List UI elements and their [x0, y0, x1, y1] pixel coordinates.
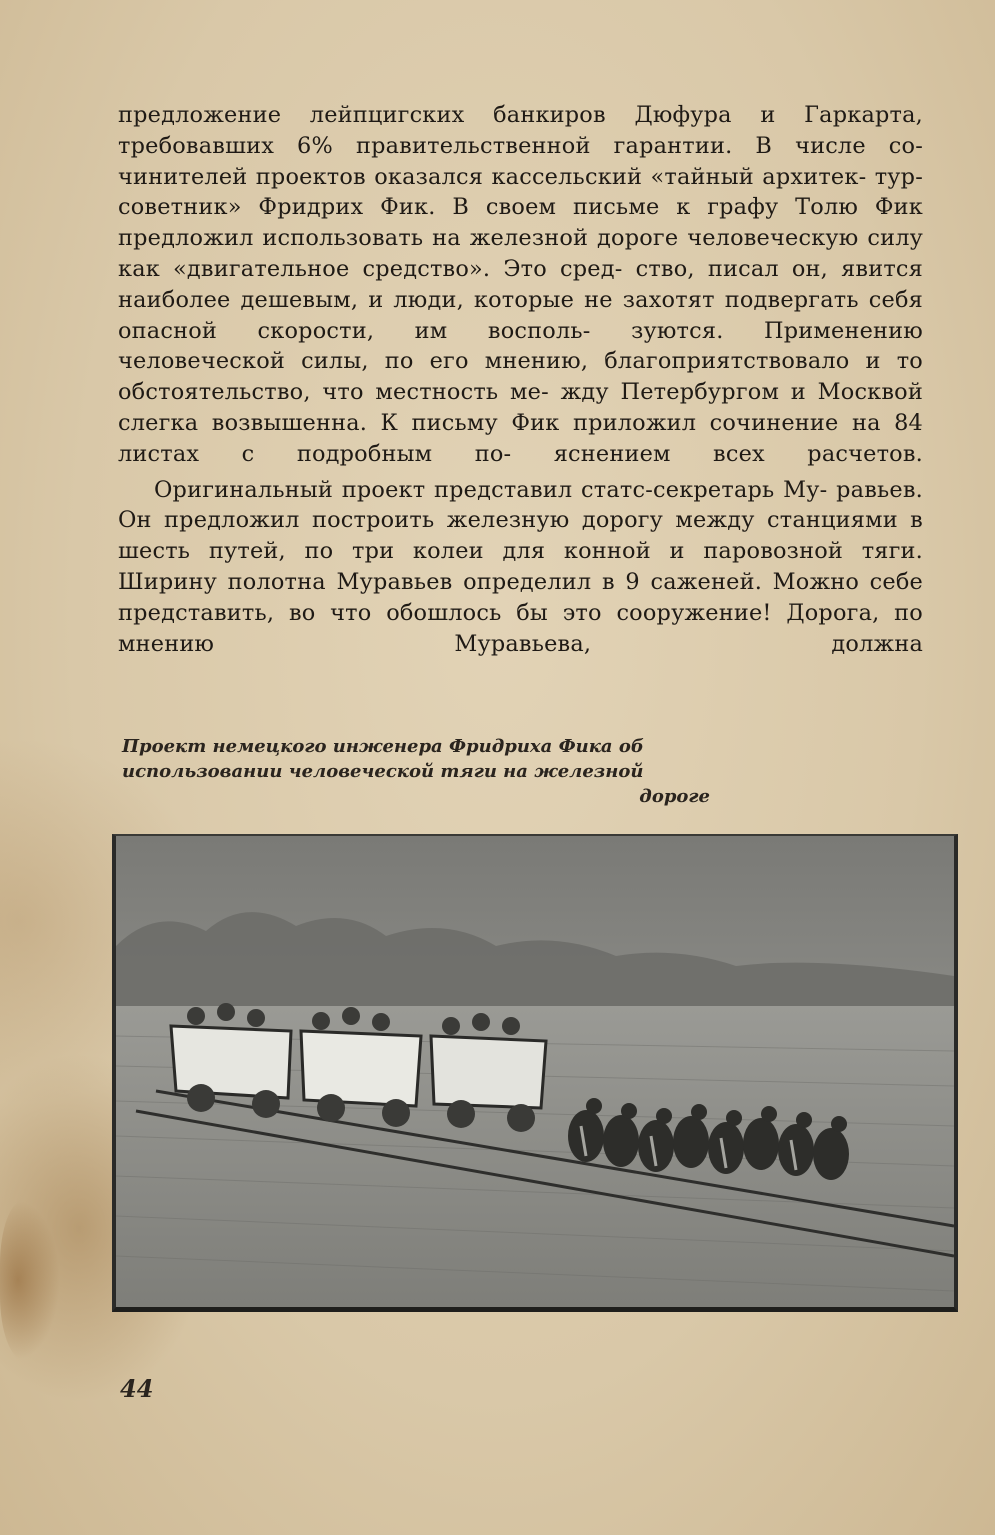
text-line: требовавших 6% правительственной гарантии. В числе со- [118, 132, 923, 159]
paper-stain [0, 1200, 60, 1360]
text-line: ство, писал он, явится наиболее дешевым, и люди, которые [118, 255, 923, 313]
text-line: не захотят подвергать себя опасной скорости, им восполь- [118, 286, 923, 344]
text-line: человеческую силу как «двигательное средство». Это сред- [118, 225, 923, 282]
text-line: в 9 саженей. Можно себе представить, во что обошлось бы [118, 568, 923, 626]
text-line: зуются. Применению человеческой силы, по его мнению, [118, 317, 923, 375]
page-number: 44 [120, 1374, 154, 1403]
caption-line: Проект немецкого инженера Фридриха Фика об [122, 736, 644, 757]
text-line: Оригинальный проект представил статс-секретарь Му- [154, 476, 828, 503]
caption-line: дороге [639, 786, 710, 807]
text-line: яснением всех расчетов. [553, 440, 923, 467]
text-line: Фик приложил сочинение на 84 листах с подробным по- [118, 409, 923, 467]
body-text [118, 100, 923, 659]
figure-caption [122, 734, 710, 809]
caption-line: использовании человеческой тяги на железной [122, 761, 644, 782]
text-line: это сооружение! Дорога, по мнению Муравьева, должна [118, 599, 923, 657]
paragraph-1 [118, 100, 923, 470]
illustration-svg [116, 836, 954, 1307]
figure-illustration [112, 834, 958, 1312]
text-line: благоприятствовало и то обстоятельство, что местность ме- [118, 348, 923, 406]
paragraph-2 [118, 475, 923, 660]
text-line: жду Петербургом и Москвой слегка возвышенна. К письму [118, 379, 923, 436]
text-line: тур-советник» Фридрих Фик. В своем письме к графу [118, 163, 923, 221]
text-line: равьев. Он предложил построить железную дорогу между [118, 476, 923, 534]
text-line: предложение лейпцигских банкиров Дюфура и Гаркарта, [118, 102, 923, 128]
text-line: чинителей проектов оказался кассельский «тайный архитек- [118, 163, 867, 190]
text-line: Толю Фик предложил использовать на железной дороге [118, 194, 923, 252]
text-line: станциями в шесть путей, по три колеи для конной и [118, 507, 923, 565]
text-line: паровозной тяги. Ширину полотна Муравьев определил [118, 538, 923, 595]
